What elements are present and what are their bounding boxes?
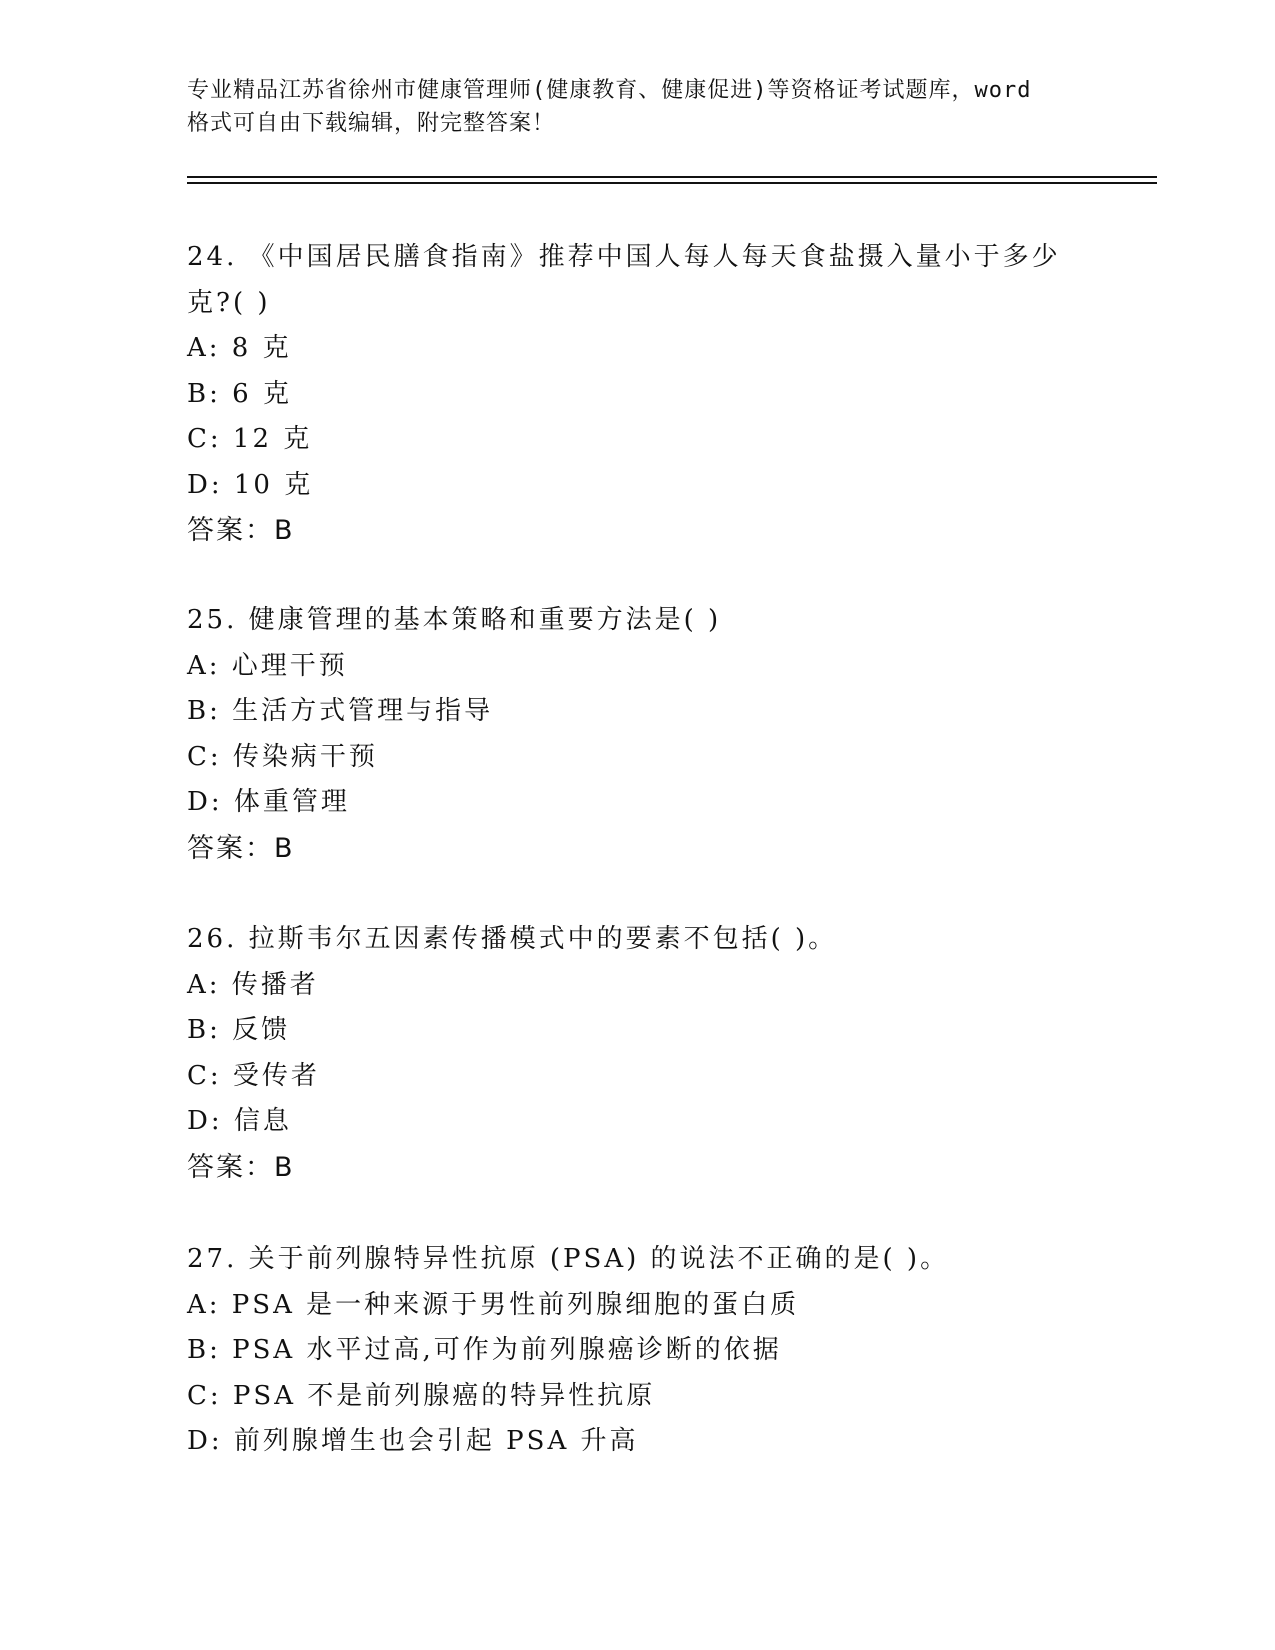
question-26	[187, 917, 1147, 1190]
question-stem: 27. 关于前列腺特异性抗原 (PSA) 的说法不正确的是( )。	[187, 1244, 950, 1274]
option-b: B: PSA 水平过高,可作为前列腺癌诊断的依据	[187, 1335, 782, 1365]
option-a: A: 传播者	[187, 969, 319, 1000]
question-stem: 26. 拉斯韦尔五因素传播模式中的要素不包括( )。	[187, 924, 838, 954]
option-d: D: 体重管理	[187, 787, 350, 817]
header-line-2: 格式可自由下载编辑，附完整答案！	[187, 111, 556, 136]
document-header	[187, 74, 1127, 140]
option-a: A: 心理干预	[187, 650, 348, 681]
option-d: D: 10 克	[187, 469, 314, 500]
option-b: B: 生活方式管理与指导	[187, 696, 494, 726]
header-line-1: 专业精品江苏省徐州市健康管理师(健康教育、健康促进)等资格证考试题库，word	[187, 78, 1032, 103]
answer-line: 答案：B	[187, 1151, 295, 1183]
option-c: C: 12 克	[187, 424, 313, 454]
option-c: C: 受传者	[187, 1060, 320, 1091]
question-stem: 25. 健康管理的基本策略和重要方法是( )	[187, 605, 722, 635]
question-stem: 24. 《中国居民膳食指南》推荐中国人每人每天食盐摄入量小于多少	[187, 242, 1061, 272]
option-c: C: PSA 不是前列腺癌的特异性抗原	[187, 1380, 656, 1411]
option-c: C: 传染病干预	[187, 741, 378, 772]
option-d: D: 前列腺增生也会引起 PSA 升高	[187, 1426, 639, 1456]
question-27	[187, 1237, 1147, 1465]
option-d: D: 信息	[187, 1106, 292, 1136]
option-a: A: PSA 是一种来源于男性前列腺细胞的蛋白质	[187, 1289, 800, 1320]
option-a: A: 8 克	[187, 333, 292, 363]
question-24	[187, 235, 1147, 554]
option-b: B: 6 克	[187, 378, 292, 409]
header-divider-top	[187, 176, 1157, 178]
option-b: B: 反馈	[187, 1015, 291, 1045]
answer-line: 答案：B	[187, 515, 295, 546]
header-divider-bottom	[187, 182, 1157, 184]
answer-line: 答案：B	[187, 832, 295, 864]
question-25	[187, 598, 1147, 871]
question-stem: 克?( )	[187, 287, 271, 318]
